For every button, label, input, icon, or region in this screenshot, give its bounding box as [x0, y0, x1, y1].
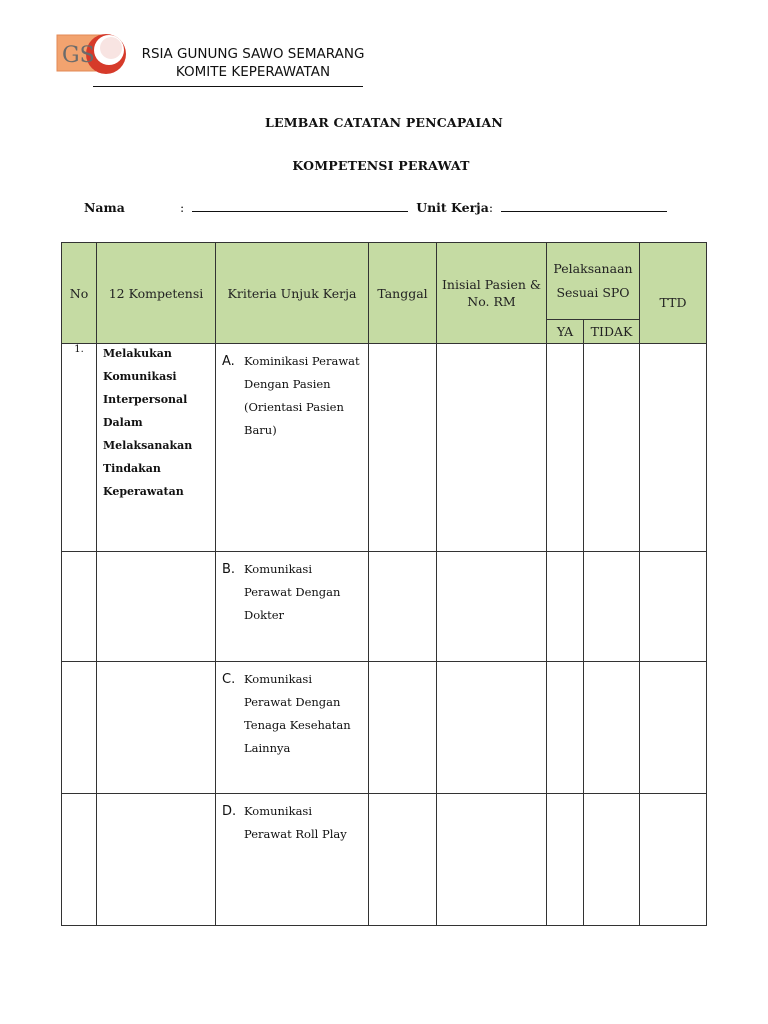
table-row: [62, 794, 707, 926]
ttd-cell[interactable]: [640, 662, 707, 794]
inisial-cell[interactable]: [437, 344, 547, 552]
col-header-tanggal: Tanggal: [369, 243, 437, 344]
col-header-kriteria: Kriteria Unjuk Kerja: [216, 243, 369, 344]
criteria-text: Komunikasi Perawat Dengan Dokter: [244, 562, 341, 622]
competency-name: Melakukan Komunikasi Interpersonal Dalam Melaksanakan Tindakan Keperawatan: [103, 347, 193, 498]
tanggal-cell[interactable]: [369, 344, 437, 552]
table-row: [62, 662, 707, 794]
criteria-text: Komunikasi Perawat Dengan Tenaga Kesehatan Lainnya: [244, 672, 351, 755]
inisial-cell[interactable]: [437, 662, 547, 794]
row-number: [62, 794, 97, 926]
criteria-letter: A.: [222, 354, 235, 369]
nama-label: Nama: [84, 200, 125, 215]
inisial-cell[interactable]: [437, 794, 547, 926]
col-header-no: No: [62, 243, 97, 344]
document-title: LEMBAR CATATAN PENCAPAIAN: [264, 115, 503, 130]
inisial-cell[interactable]: [437, 552, 547, 662]
organization-header: [130, 45, 376, 81]
criteria-letter: D.: [222, 804, 237, 819]
tidak-cell[interactable]: [584, 552, 640, 662]
ttd-cell[interactable]: [640, 552, 707, 662]
tanggal-cell[interactable]: [369, 552, 437, 662]
nama-colon: :: [180, 200, 185, 215]
tanggal-cell[interactable]: [369, 794, 437, 926]
row-number: 1.: [62, 344, 97, 552]
org-name: RSIA GUNUNG SAWO SEMARANG: [141, 46, 365, 62]
ya-cell[interactable]: [547, 552, 584, 662]
tanggal-cell[interactable]: [369, 662, 437, 794]
table-row: [62, 552, 707, 662]
tidak-cell[interactable]: [584, 344, 640, 552]
ya-cell[interactable]: [547, 794, 584, 926]
tidak-cell[interactable]: [584, 662, 640, 794]
row-number: [62, 662, 97, 794]
col-header-ttd: TTD: [640, 243, 707, 344]
col-header-kompetensi: 12 Kompetensi: [97, 243, 216, 344]
ya-cell[interactable]: [547, 344, 584, 552]
col-header-inisial: Inisial Pasien & No. RM: [437, 243, 547, 344]
hospital-logo: [56, 32, 128, 76]
tidak-cell[interactable]: [584, 794, 640, 926]
ya-cell[interactable]: [547, 662, 584, 794]
competency-table: [61, 242, 707, 926]
row-number: [62, 552, 97, 662]
criteria-text: Komunikasi Perawat Roll Play: [244, 804, 347, 841]
logo-letters: GS: [62, 43, 95, 68]
criteria-letter: B.: [222, 562, 236, 577]
ttd-cell[interactable]: [640, 344, 707, 552]
unit-kerja-colon: :: [488, 200, 494, 215]
document-subtitle: KOMPETENSI PERAWAT: [292, 158, 470, 173]
criteria-letter: C.: [222, 672, 236, 687]
nama-blank[interactable]: [192, 200, 408, 212]
ttd-cell[interactable]: [640, 794, 707, 926]
identity-fields: [84, 200, 667, 215]
unit-kerja-blank[interactable]: [501, 200, 667, 212]
committee-name: KOMITE KEPERAWATAN: [175, 64, 331, 80]
header-divider: [93, 86, 363, 87]
unit-kerja-label: Unit Kerja: [416, 200, 489, 215]
table-row: [62, 344, 707, 552]
col-header-tidak: TIDAK: [584, 320, 640, 344]
col-header-pelaksanaan: Pelaksanaan Sesuai SPO: [547, 243, 640, 320]
criteria-text: Kominikasi Perawat Dengan Pasien (Orientasi Pasien Baru): [244, 354, 360, 437]
col-header-ya: YA: [547, 320, 584, 344]
